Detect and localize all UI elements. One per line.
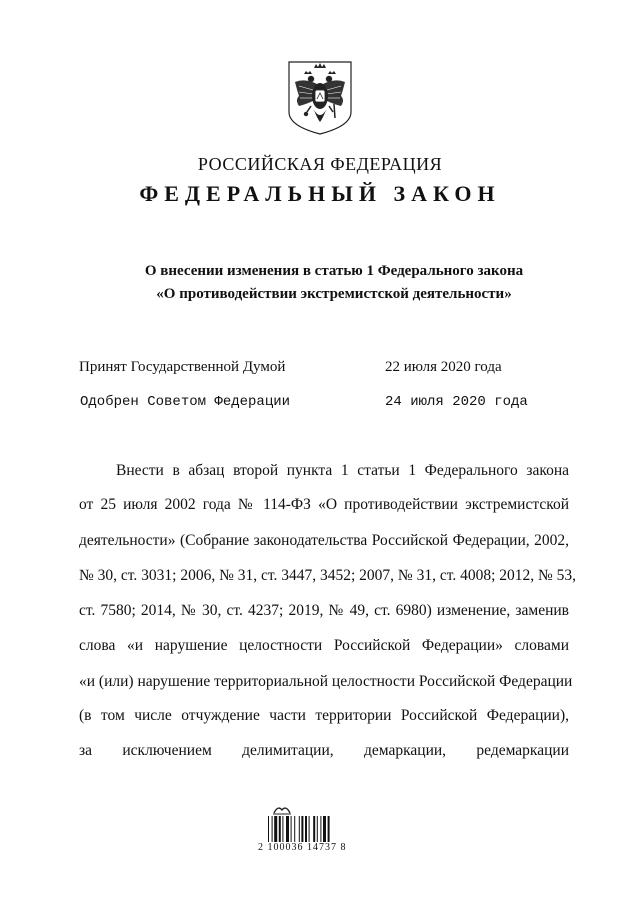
body-text-line: (в том числе отчуждение части территории Российской Федерации), xyxy=(79,707,569,724)
law-title-line-2: «О противодействии экстремистской деятельности» xyxy=(156,286,512,302)
body-text-line: «и (или) нарушение территориальной целостности Российской Федерации xyxy=(79,673,573,690)
approved-by-council-label: Одобрен Советом Федерации xyxy=(80,394,291,410)
accepted-by-duma-label: Принят Государственной Думой xyxy=(79,359,286,375)
body-text-line: слова «и нарушение целостности Российской Федерации» словами xyxy=(79,637,569,654)
body-text-line: за исключением делимитации, демаркации, редемаркации xyxy=(79,742,569,759)
barcode-icon xyxy=(268,816,356,842)
accepted-date: 22 июля 2020 года xyxy=(385,359,502,375)
body-text-line: Внести в абзац второй пункта 1 статьи 1 Федерального закона xyxy=(116,462,569,479)
approved-date: 24 июля 2020 года xyxy=(385,394,528,410)
barcode-number: 2 100036 14737 8 xyxy=(258,842,347,853)
body-text-line: № 30, ст. 3031; 2006, № 31, ст. 3447, 3452; 2007, № 31, ст. 4008; 2012, № 53, xyxy=(79,567,577,584)
barcode-logo-icon xyxy=(272,804,292,815)
law-title-line-1: О внесении изменения в статью 1 Федерального закона xyxy=(144,263,524,279)
body-text-line: деятельности» (Собрание законодательства Российской Федерации, 2002, xyxy=(79,532,569,549)
body-text-line: ст. 7580; 2014, № 30, ст. 4237; 2019, № 49, ст. 6980) изменение, заменив xyxy=(79,602,569,619)
body-text-line: от 25 июля 2002 года № 114-ФЗ «О противодействии экстремистской xyxy=(79,496,569,513)
coat-of-arms-icon xyxy=(287,60,353,136)
country-name: РОССИЙСКАЯ ФЕДЕРАЦИЯ xyxy=(197,154,443,174)
law-type-heading: ФЕДЕРАЛЬНЫЙ ЗАКОН xyxy=(139,181,501,206)
